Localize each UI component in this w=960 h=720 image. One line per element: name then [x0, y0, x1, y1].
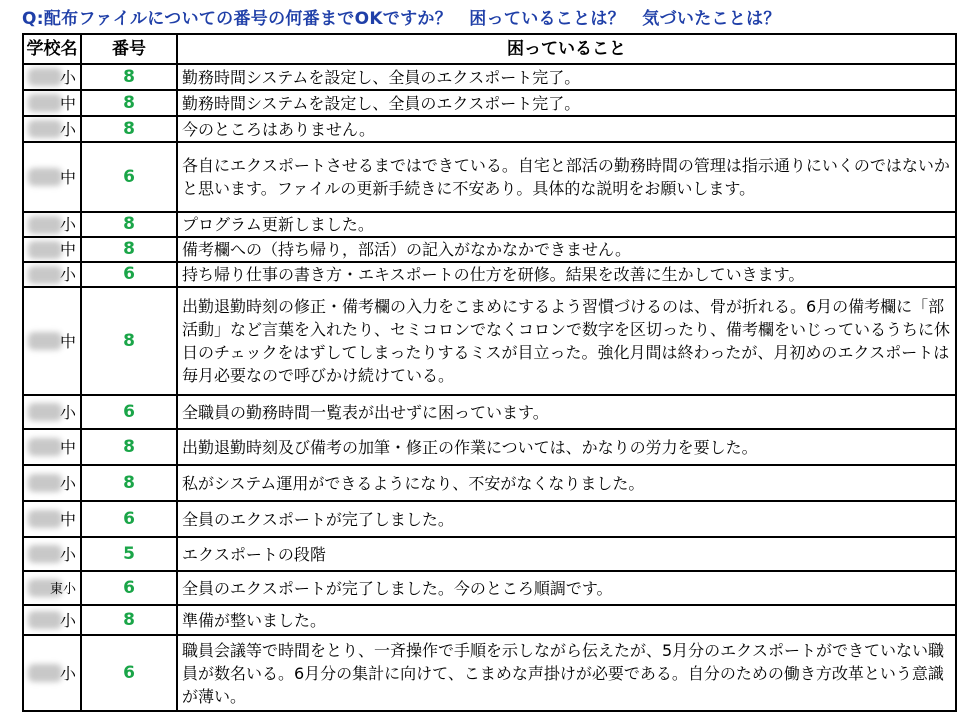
school-suffix: 小 — [59, 265, 76, 284]
number-cell: 8 — [81, 429, 177, 465]
school-name-cell — [23, 395, 81, 429]
problem-cell: 全職員の勤務時間一覧表が出せずに困っています。 — [177, 395, 956, 429]
redacted-name — [28, 664, 62, 682]
school-suffix: 小 — [59, 67, 76, 87]
redacted-name — [28, 403, 62, 421]
table-body — [23, 64, 956, 711]
page-title: Q:配布ファイルについての番号の何番までOKですか？ 困っていることは？ 気づいたことは？ — [22, 9, 781, 29]
number-cell: 8 — [81, 465, 177, 501]
number-cell: 8 — [81, 64, 177, 90]
school-name-cell — [23, 287, 81, 395]
redacted-name — [28, 266, 62, 284]
school-name-cell — [23, 429, 81, 465]
table-row — [23, 64, 956, 90]
problem-cell: 持ち帰り仕事の書き方・エキスポートの仕方を研修。結果を改善に生かしていきます。 — [177, 262, 956, 287]
survey-table — [22, 33, 957, 712]
problem-cell: 出勤退勤時刻の修正・備考欄の入力をこまめにするよう習慣づけるのは、骨が折れる。6月の備考欄に「部活動」など言葉を入れたり、セミコロンでなくコロンで数字を区切ったり、備考欄をいじっているうちに休日のチェックをはずしてしまったりするミスが目立った。強化月間は終わったが、月初めのエクスポートは毎月必要なので呼びかけ続けている。 — [177, 287, 956, 395]
school-suffix: 小 — [59, 402, 76, 422]
problem-cell: 私がシステム運用ができるようになり、不安がなくなりました。 — [177, 465, 956, 501]
school-suffix: 小 — [59, 473, 76, 493]
redacted-name — [28, 510, 62, 528]
problem-cell: エクスポートの段階 — [177, 537, 956, 571]
school-suffix: 小 — [59, 544, 76, 564]
number-cell: 6 — [81, 571, 177, 605]
school-name-cell — [23, 262, 81, 287]
school-suffix: 小 — [59, 663, 76, 683]
redacted-name — [28, 241, 62, 259]
problem-cell: 職員会議等で時間をとり、一斉操作で手順を示しながら伝えたが、5月分のエクスポートができていない職員が数名いる。6月分の集計に向けて、こまめな声掛けが必要である。自分のための働き方改革という意識が薄い。 — [177, 635, 956, 711]
number-cell: 6 — [81, 501, 177, 537]
header-problem: 困っていること — [177, 34, 956, 64]
problem-cell: 準備が整いました。 — [177, 605, 956, 635]
table-row — [23, 635, 956, 711]
school-name-cell — [23, 90, 81, 116]
number-cell: 6 — [81, 262, 177, 287]
redacted-name — [28, 332, 62, 350]
redacted-name — [28, 120, 62, 138]
school-suffix: 中 — [59, 509, 76, 529]
school-suffix: 中 — [59, 437, 76, 457]
table-row — [23, 237, 956, 262]
problem-cell: 各自にエクスポートさせるまではできている。自宅と部活の勤務時間の管理は指示通りにいくのではないかと思います。ファイルの更新手続きに不安あり。具体的な説明をお願いします。 — [177, 142, 956, 212]
problem-cell: 今のところはありません。 — [177, 116, 956, 142]
table-row — [23, 287, 956, 395]
header-number: 番号 — [81, 34, 177, 64]
school-suffix: 中 — [59, 240, 76, 259]
school-suffix: 中 — [59, 167, 76, 187]
number-cell: 8 — [81, 90, 177, 116]
school-suffix: 中 — [59, 331, 76, 351]
school-suffix: 東小 — [49, 581, 76, 597]
table-row — [23, 90, 956, 116]
redacted-name — [28, 94, 62, 112]
number-cell: 5 — [81, 537, 177, 571]
table-row — [23, 605, 956, 635]
problem-cell: 出勤退勤時刻及び備考の加筆・修正の作業については、かなりの労力を要した。 — [177, 429, 956, 465]
problem-cell: 全員のエクスポートが完了しました。 — [177, 501, 956, 537]
redacted-name — [28, 474, 62, 492]
table-header-row — [23, 34, 956, 64]
problem-cell: プログラム更新しました。 — [177, 212, 956, 237]
school-suffix: 小 — [59, 215, 76, 234]
problem-cell: 備考欄への（持ち帰り，部活）の記入がなかなかできません。 — [177, 237, 956, 262]
school-name-cell — [23, 212, 81, 237]
number-cell: 6 — [81, 635, 177, 711]
redacted-name — [28, 545, 62, 563]
school-name-cell — [23, 116, 81, 142]
redacted-name — [28, 611, 62, 629]
school-name-cell — [23, 501, 81, 537]
table-row — [23, 537, 956, 571]
table-row — [23, 116, 956, 142]
number-cell: 8 — [81, 605, 177, 635]
table-row — [23, 142, 956, 212]
number-cell: 8 — [81, 237, 177, 262]
problem-cell: 勤務時間システムを設定し、全員のエクスポート完了。 — [177, 64, 956, 90]
school-name-cell — [23, 571, 81, 605]
school-name-cell — [23, 142, 81, 212]
number-cell: 8 — [81, 212, 177, 237]
table-row — [23, 571, 956, 605]
table-row — [23, 465, 956, 501]
school-suffix: 中 — [59, 93, 76, 113]
redacted-name — [28, 216, 62, 234]
header-school-name: 学校名 — [23, 34, 81, 64]
table-row — [23, 212, 956, 237]
problem-cell: 勤務時間システムを設定し、全員のエクスポート完了。 — [177, 90, 956, 116]
table-row — [23, 429, 956, 465]
table-row — [23, 501, 956, 537]
table-row — [23, 395, 956, 429]
redacted-name — [28, 168, 62, 186]
school-suffix: 小 — [59, 610, 76, 630]
school-name-cell — [23, 465, 81, 501]
number-cell: 8 — [81, 116, 177, 142]
redacted-name — [28, 68, 62, 86]
school-name-cell — [23, 605, 81, 635]
school-name-cell — [23, 635, 81, 711]
school-name-cell — [23, 237, 81, 262]
table-row — [23, 262, 956, 287]
redacted-name — [28, 438, 62, 456]
school-suffix: 小 — [59, 119, 76, 139]
problem-cell: 全員のエクスポートが完了しました。今のところ順調です。 — [177, 571, 956, 605]
school-name-cell — [23, 537, 81, 571]
number-cell: 8 — [81, 287, 177, 395]
school-name-cell — [23, 64, 81, 90]
number-cell: 6 — [81, 395, 177, 429]
number-cell: 6 — [81, 142, 177, 212]
